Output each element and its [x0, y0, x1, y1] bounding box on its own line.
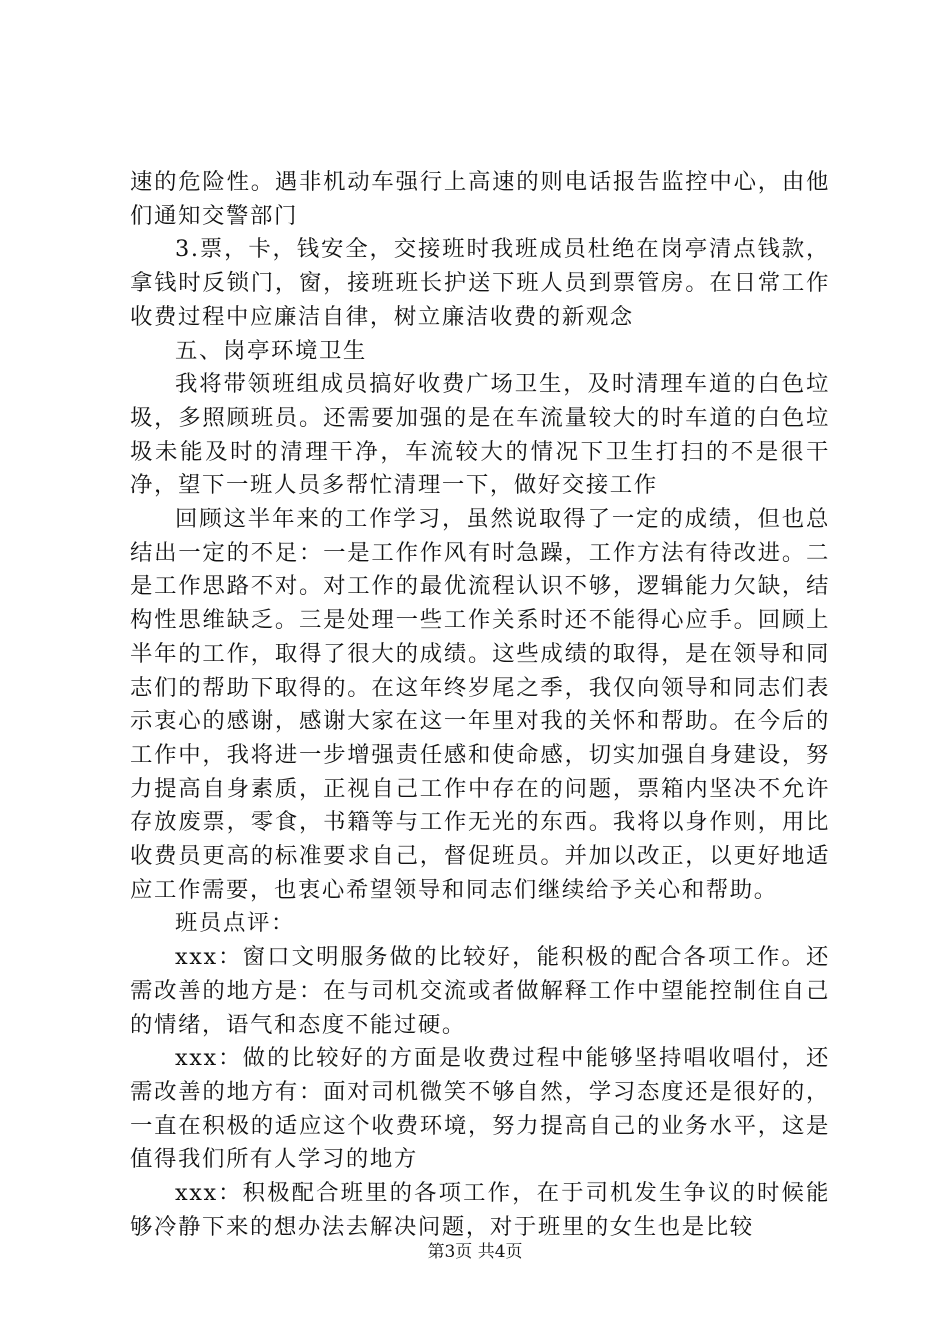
paragraph-review: 回顾这半年来的工作学习，虽然说取得了一定的成绩，但也总结出一定的不足：一是工作作风有时急躁，工作方法有待改进。二是工作思路不对。对工作的最优流程认识不够，逻辑能力欠缺，结构性思维缺乏。三是处理一些工作关系时还不能得心应手。回顾上半年的工作，取得了很大的成绩。这些成绩的取得，是在领导和同志们的帮助下取得的。在这年终岁尾之季，我仅向领导和同志们表示衷心的感谢，感谢大家在这一年里对我的关怀和帮助。在今后的工作中，我将进一步增强责任感和使命感，切实加强自身建设，努力提高自身素质，正视自己工作中存在的问题，票箱内坚决不允许存放废票，零食，书籍等与工作无光的东西。我将以身作则，用比收费员更高的标准要求自己，督促班员。并加以改正，以更好地适应工作需要，也衷心希望领导和同志们继续给予关心和帮助。 — [130, 506, 830, 903]
page-number-footer: 第3页 共4页 — [427, 1242, 523, 1262]
paragraph-ticket-card-cash-safety: 3.票，卡，钱安全，交接班时我班成员杜绝在岗亭清点钱款，拿钱时反锁门，窗，接班班长护送下班人员到票管房。在日常工作收费过程中应廉洁自律，树立廉洁收费的新观念 — [130, 236, 830, 330]
section-heading-booth-hygiene: 五、岗亭环境卫生 — [175, 337, 367, 364]
paragraph-comment-1: xxx：窗口文明服务做的比较好，能积极的配合各项工作。还需改善的地方是：在与司机交流或者做解释工作中望能控制住自己的情绪，语气和态度不能过硬。 — [130, 944, 830, 1038]
paragraph-hygiene: 我将带领班组成员搞好收费广场卫生，及时清理车道的白色垃圾，多照顾班员。还需要加强的是在车流量较大的时车道的白色垃圾未能及时的清理干净，车流较大的情况下卫生打扫的不是很干净，望下一班人员多帮忙清理一下，做好交接工作 — [130, 371, 830, 499]
paragraph-continuation: 速的危险性。遇非机动车强行上高速的则电话报告监控中心，由他们通知交警部门 — [130, 169, 830, 229]
document-body — [130, 166, 830, 1245]
paragraph-comment-2: xxx：做的比较好的方面是收费过程中能够坚持唱收唱付，还需改善的地方有：面对司机微笑不够自然，学习态度还是很好的，一直在积极的适应这个收费环境，努力提高自己的业务水平，这是值得我们所有人学习的地方 — [130, 1045, 830, 1173]
section-heading-member-comments: 班员点评： — [175, 910, 295, 937]
paragraph-comment-3: xxx：积极配合班里的各项工作，在于司机发生争议的时候能够冷静下来的想办法去解决问题，对于班里的女生也是比较 — [130, 1180, 830, 1240]
